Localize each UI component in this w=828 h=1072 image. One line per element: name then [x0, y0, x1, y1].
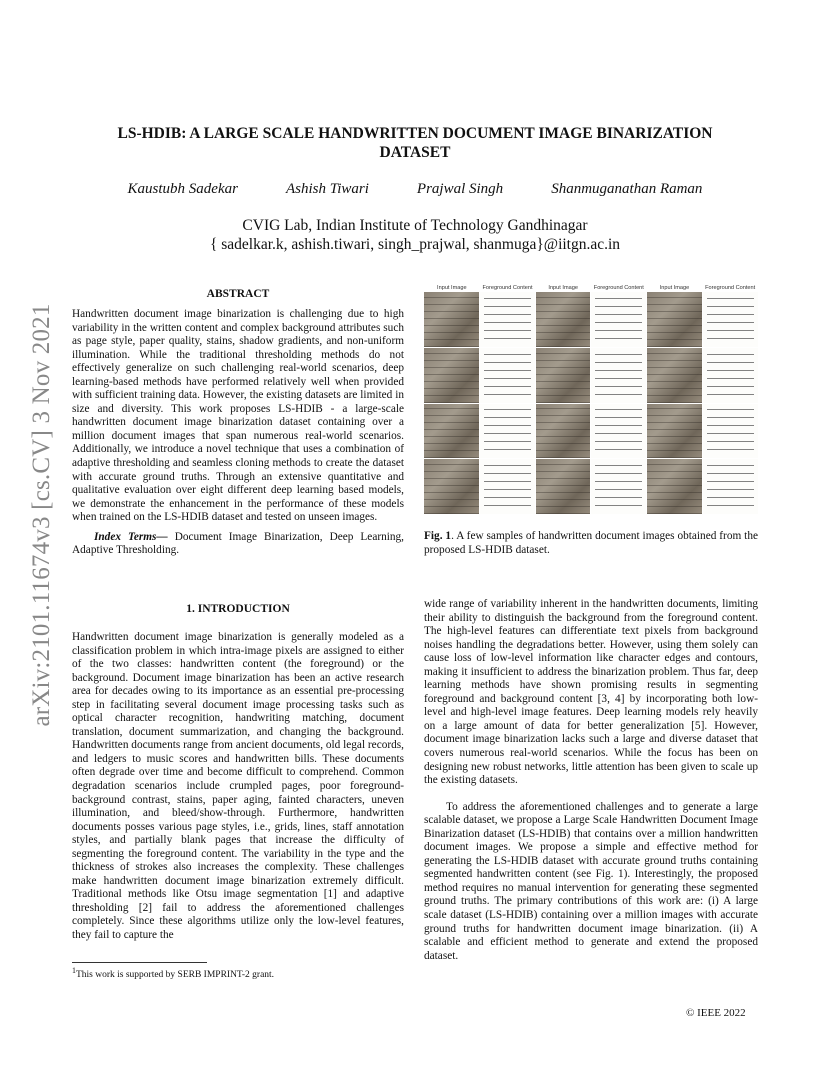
- sample-input-image: [536, 459, 591, 514]
- sample-input-image: [647, 459, 702, 514]
- figure-caption: [424, 530, 758, 557]
- sample-foreground-image: [591, 292, 646, 347]
- sample-foreground-image: [591, 459, 646, 514]
- author-4: Shanmuganathan Raman: [551, 181, 703, 197]
- sample-input-image: [424, 459, 479, 514]
- arxiv-id: arXiv:2101.11674v3 [cs.CV] 3 Nov 2021: [28, 303, 55, 727]
- sample-input-image: [647, 292, 702, 347]
- author-2: Ashish Tiwari: [285, 181, 369, 197]
- sample-foreground-image: [703, 348, 758, 403]
- intro-paragraph: [72, 631, 404, 943]
- author-3: Prajwal Singh: [416, 181, 504, 197]
- sample-input-image: [647, 404, 702, 459]
- sample-foreground-image: [703, 459, 758, 514]
- figure-caption-text: . A few samples of handwritten document images obtained from the proposed LS-HDIB dataset.: [424, 530, 758, 556]
- figure-column-headers: [424, 284, 758, 292]
- intro-heading: 1. INTRODUCTION: [186, 603, 290, 615]
- sample-foreground-image: [591, 348, 646, 403]
- sample-input-image: [424, 292, 479, 347]
- index-terms-label: Index Terms—: [94, 530, 168, 543]
- footnote-mark: 1: [72, 966, 76, 975]
- index-terms-body: Document Image Binarization, Deep Learning, Adaptive Thresholding.: [72, 530, 405, 557]
- sample-foreground-image: [480, 348, 535, 403]
- right-paragraph-2: To address the aforementioned challenges and to generate a large scalable dataset, we propose a Large Scale Handwritten Document Image Binarization dataset (LS-HDIB) that contains over a million handwritten document images. We propose a simple and effective method for generating the LS-HDIB dataset with accurate ground truths containing segmented handwritten content (see Fig. 1). Interestingly, the proposed method requires no manual intervention for generating these segmented ground truths. The primary contributions of this work are: (i) A large scale dataset (LS-HDIB) containing over a million images with accurate ground truths for handwritten document image binarization. (ii) A scalable and efficient method to generate and extend the proposed dataset.: [424, 800, 758, 962]
- footnote-text: This work is supported by SERB IMPRINT-2 grant.: [75, 970, 275, 981]
- col-header-foreground-3: Foreground Content: [705, 285, 756, 291]
- affiliation-block: [80, 216, 750, 254]
- arxiv-side-stamp: [22, 285, 62, 745]
- col-header-input-2: Input Image: [548, 285, 578, 291]
- col-header-foreground-1: Foreground Content: [482, 285, 533, 291]
- col-header-input-3: Input Image: [659, 285, 690, 291]
- copyright: © IEEE 2022: [686, 1007, 746, 1019]
- footnote: [72, 966, 274, 980]
- index-terms: [72, 531, 404, 558]
- intro-body: Handwritten document image binarization is generally modeled as a classification problem in which intra-image pixels are assigned to either of the two classes: handwritten content (the foreground) or the background. Document image binarization has been an active research area for decades owing to its importance as an essential pre-processing step in facilitating several document image processing tasks such as optical character recognition, handwriting matching, document translation, document summarization, and changing the background. Handwritten documents range from ancient documents, old legal records, and ledgers to music scores and handwritten bills. These documents often degrade over time and become difficult to comprehend. Common degradation scenarios include crumpled pages, poor foreground-background contrast, stains, paper aging, fainted characters, uneven illumination, and bleed/show-through. Furthermore, handwritten documents posses various page styles, i.e., grids, lines, staff annotation styles, and partially blank pages that increase the difficulty of segmenting the foreground content. The variability in the type and the thickness of strokes also increases the complexity. These challenges make handwritten document image binarization extremely difficult. Traditional methods like Otsu image segmentation [1] and adaptive thresholding [2] fail to address the aforementioned challenges completely. Since these algorithms utilize only the low-level features, they fail to capture the: [72, 631, 404, 942]
- sample-input-image: [536, 348, 591, 403]
- col-header-input-1: Input Image: [437, 285, 467, 291]
- title-line-1: LS-HDIB: A LARGE SCALE HANDWRITTEN DOCUMENT IMAGE BINARIZATION: [117, 125, 713, 142]
- right-column-text: [424, 598, 758, 963]
- title-line-2: DATASET: [379, 144, 451, 161]
- sample-foreground-image: [703, 292, 758, 347]
- abstract-text: [72, 308, 404, 558]
- abstract-body: Handwritten document image binarization is challenging due to high variability in the written content and complex background attributes such as page style, paper quality, stains, shadow gradients, and non-uniform illumination. While the traditional thresholding methods do not effectively generalize on such challenging real-world scenarios, deep learning-based methods have performed relatively well when provided with sufficient training data. However, the existing datasets are limited in size and diversity. This work proposes LS-HDIB - a large-scale handwritten document image binarization dataset containing over a million document images that span numerous real-world scenarios. Additionally, we introduce a novel technique that uses a combination of adaptive thresholding and seamless cloning methods to create the dataset with accurate ground truths. Through an extensive quantitative and qualitative evaluation over eight different deep learning based models, we demonstrate the enhancement in the performance of these models when trained on the LS-HDIB dataset and tested on unseen images.: [72, 308, 404, 524]
- figure-1: [424, 284, 758, 514]
- sample-input-image: [536, 292, 591, 347]
- sample-foreground-image: [480, 404, 535, 459]
- figure-image-grid: [424, 292, 758, 514]
- sample-input-image: [647, 348, 702, 403]
- sample-foreground-image: [480, 459, 535, 514]
- abstract-heading: ABSTRACT: [206, 288, 270, 300]
- paper-title: [80, 124, 750, 162]
- right-paragraph-1: wide range of variability inherent in the handwritten documents, limiting their ability to distinguish the background from the foreground content. The high-level features can differentiate text pixels from background noises handling the degradations better. However, using them solely can cause loss of low-level information like character edges and contours, making it insufficient to address the binarization problem. Thus far, deep learning methods have shown promising results in segmenting foreground and background content [3, 4] by incorporating both low-level and high-level image features. Deep learning models rely heavily on a large amount of data for better generalization [5]. However, document image binarization lacks such a large and diverse dataset that covers numerous real-world scenarios. While the focus has been on designing new robust networks, little attention has been given to scale up the existing datasets.: [424, 598, 758, 787]
- col-header-foreground-2: Foreground Content: [593, 285, 644, 291]
- sample-input-image: [424, 404, 479, 459]
- author-emails: { sadelkar.k, ashish.tiwari, singh_prajwal, shanmuga}@iitgn.ac.in: [209, 236, 621, 253]
- sample-foreground-image: [591, 404, 646, 459]
- sample-foreground-image: [703, 404, 758, 459]
- sample-foreground-image: [480, 292, 535, 347]
- sample-input-image: [424, 348, 479, 403]
- figure-caption-label: Fig. 1: [424, 530, 452, 542]
- sample-input-image: [536, 404, 591, 459]
- affiliation: CVIG Lab, Indian Institute of Technology Gandhinagar: [242, 217, 588, 234]
- author-1: Kaustubh Sadekar: [127, 181, 238, 197]
- author-list: [80, 181, 750, 198]
- footnote-rule: [72, 962, 207, 963]
